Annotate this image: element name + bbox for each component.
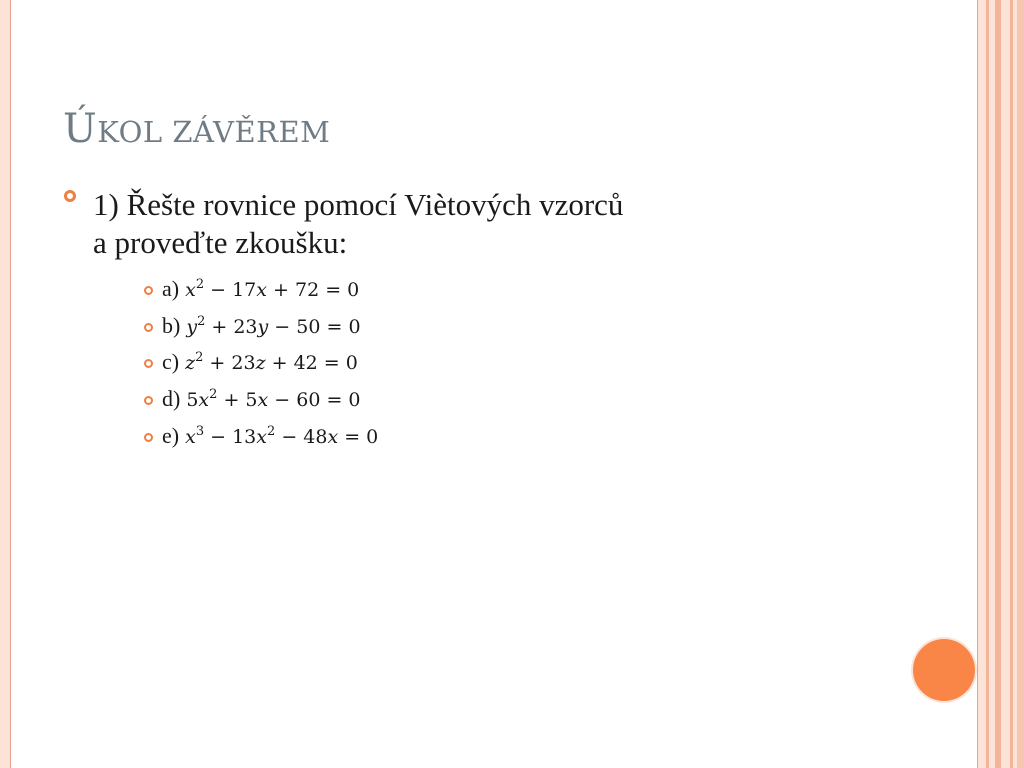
equation-expression: $z^2 + 23z + 42 = 0$	[185, 350, 358, 374]
slide-title	[63, 106, 330, 152]
equation-item-b	[144, 311, 361, 341]
decor-stripe	[1017, 0, 1024, 768]
task-line-2: a proveďte zkoušku:	[93, 225, 348, 260]
equation-letter: d)	[162, 386, 181, 411]
task-text	[93, 186, 793, 262]
decor-stripe	[1010, 0, 1013, 768]
equation-expression: $y^2 + 23y - 50 = 0$	[186, 314, 361, 338]
equation-letter: c)	[162, 349, 180, 374]
equation-letter: a)	[162, 276, 180, 301]
bullet-ring-icon	[64, 190, 76, 202]
equation-letter: e)	[162, 423, 180, 448]
title-rest: KOL ZÁVĚREM	[97, 115, 331, 149]
equation-item-d	[144, 384, 361, 414]
bullet-ring-icon	[144, 286, 153, 295]
decor-stripe	[995, 0, 1001, 768]
title-initial: Ú	[63, 106, 98, 152]
equation-letter: b)	[162, 313, 181, 338]
bullet-ring-icon	[144, 396, 153, 405]
equation-expression: $x^2 - 17x + 72 = 0$	[185, 277, 360, 301]
equation-expression: $x^3 - 13x^2 - 48x = 0$	[185, 424, 379, 448]
decor-circle	[913, 639, 975, 701]
bullet-ring-icon	[144, 359, 153, 368]
decor-stripe	[986, 0, 989, 768]
equation-expression: $5x^2 + 5x - 60 = 0$	[186, 387, 361, 411]
equation-item-a	[144, 274, 359, 304]
equation-item-c	[144, 347, 358, 377]
task-line-1: 1) Řešte rovnice pomocí Viètových vzorců	[93, 187, 624, 222]
bullet-ring-icon	[144, 323, 153, 332]
bullet-ring-icon	[144, 433, 153, 442]
equation-item-e	[144, 421, 378, 451]
